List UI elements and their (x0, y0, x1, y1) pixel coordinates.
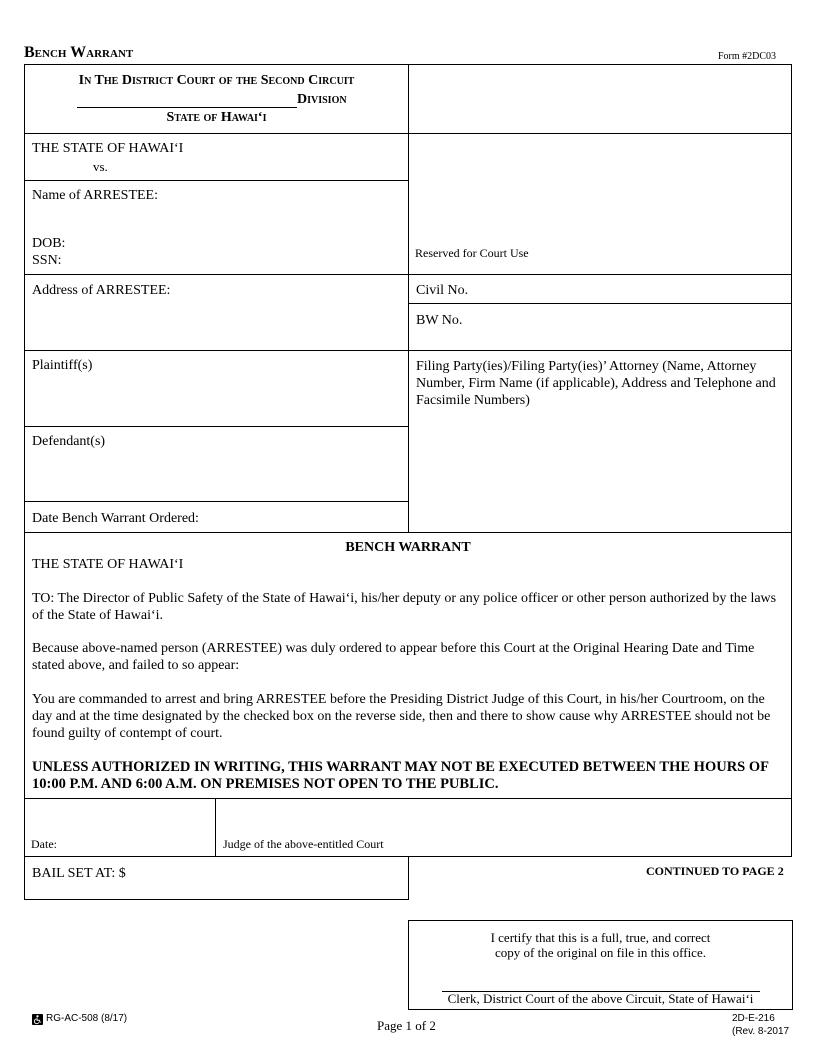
judge-signature-box (215, 798, 792, 857)
unless-authorized-notice: UNLESS AUTHORIZED IN WRITING, THIS WARRANT MAY NOT BE EXECUTED BETWEEN THE HOURS OF 10:00 P.M. AND 6:00 A.M. ON PREMISES NOT OPEN TO THE PUBLIC. (32, 759, 769, 792)
form-number: Form #2DC03 (718, 51, 777, 62)
defendants-box (24, 426, 409, 502)
plaintiffs-label: Plaintiff(s) (32, 358, 93, 373)
bail-box (24, 856, 409, 900)
date-ordered-box (24, 501, 409, 533)
filing-party-label: Filing Party(ies)/Filing Party(ies)’ Attorney (Name, Attorney Number, Firm Name (if applicable), Address and Telephone and Facsimile Numbers) (416, 359, 776, 408)
commanded-paragraph: You are commanded to arrest and bring ARRESTEE before the Presiding District Judge of this Court, in his/her Courtroom, on the day and at the time designated by the checked box on the reverse side, then and there to show cause why ARRESTEE should not be found guilty of contempt of court. (32, 692, 771, 741)
warrant-heading: BENCH WARRANT (345, 540, 471, 555)
court-name: In The District Court of the Second Circuit (78, 73, 355, 88)
to-paragraph: TO: The Director of Public Safety of the State of Hawai‘i, his/her deputy or any police officer or other person authorized by the laws of the State of Hawai‘i. (32, 591, 777, 623)
arrestee-name-box (24, 180, 409, 275)
because-paragraph: Because above-named person (ARRESTEE) was duly ordered to appear before this Court at the Original Hearing Date and Time stated above, and failed to so appear: (32, 641, 755, 673)
certify-line-1: I certify that this is a full, true, and correct (490, 930, 711, 945)
document-title: Bench Warrant (24, 44, 134, 61)
date-signature-box (24, 798, 216, 857)
page-number: Page 1 of 2 (377, 1018, 436, 1033)
date-ordered-label: Date Bench Warrant Ordered: (32, 511, 199, 526)
court-header-right-box (408, 64, 792, 134)
certification-box (408, 920, 793, 1010)
warrant-state: THE STATE OF HAWAI‘I (32, 557, 184, 572)
bw-no-box (408, 303, 792, 351)
division-label: Division (297, 92, 347, 107)
civil-no-label: Civil No. (416, 283, 469, 298)
court-header-box (24, 64, 409, 134)
defendants-label: Defendant(s) (32, 434, 106, 449)
form-code: 2D-E-216 (732, 1013, 775, 1024)
certify-line-2: copy of the original on file in this office. (495, 945, 706, 960)
ssn-label: SSN: (32, 253, 62, 268)
plaintiffs-box (24, 350, 409, 427)
court-state: State of Hawai‘i (166, 110, 267, 125)
continued-label: CONTINUED TO PAGE 2 (646, 864, 784, 878)
bw-no-label: BW No. (416, 313, 463, 328)
vs-label: vs. (93, 159, 108, 174)
judge-label: Judge of the above-entitled Court (223, 837, 384, 851)
address-label: Address of ARRESTEE: (32, 283, 171, 298)
civil-no-box (408, 274, 792, 304)
accessibility-icon (32, 1014, 43, 1025)
state-name: THE STATE OF HAWAI‘I (32, 141, 184, 156)
bail-label: BAIL SET AT: $ (32, 866, 126, 881)
arrestee-address-box (24, 274, 409, 351)
division-line (77, 107, 297, 108)
dob-label: DOB: (32, 236, 66, 251)
reserved-label: Reserved for Court Use (415, 246, 529, 260)
reserved-court-use-box (408, 133, 792, 275)
state-vs-box (24, 133, 409, 181)
clerk-label: Clerk, District Court of the above Circuit, State of Hawai‘i (447, 991, 754, 1006)
filing-party-box (408, 350, 792, 533)
revision-code: (Rev. 8-2017 (732, 1026, 790, 1037)
arrestee-name-label: Name of ARRESTEE: (32, 188, 158, 203)
warrant-body-box (24, 532, 792, 799)
rg-form-code: RG-AC-508 (8/17) (46, 1013, 128, 1024)
date-label: Date: (31, 837, 57, 851)
